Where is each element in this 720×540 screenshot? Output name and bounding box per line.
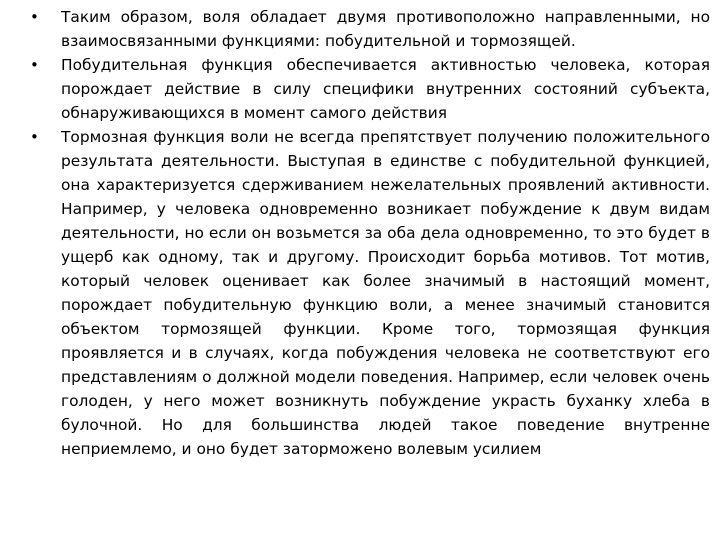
bullet-item-1 [30, 5, 710, 53]
bullet-text: Побудительная функция обеспечивается активностью человека, которая порождает действие в силу специфики внутренних состояний субъекта, обнаруживающихся в момент самого действия [61, 56, 710, 122]
bullet-text: Тормозная функция воли не всегда препятствует получению положительного результата деятельности. Выступая в единстве с побудительной функцией, она характеризуется сдерживанием нежелательных проявлений активности. Например, у человека одновременно возникает побуждение к двум видам деятельности, но если он возьмется за оба дела одновременно, то это будет в ущерб как одному, так и другому. Происходит борьба мотивов. Тот мотив, который человек оценивает как более значимый в настоящий момент, порождает побудительную функцию воли, а менее значимый становится объектом тормозящей функции. Кроме того, тормозящая функция проявляется и в случаях, когда побуждения человека не соответствуют его представлениям о должной модели поведения. Например, если человек очень голоден, у него может возникнуть побуждение украсть буханку хлеба в булочной. Но для большинства людей такое поведение внутренне неприемлемо, и оно будет заторможено волевым усилием [61, 128, 710, 458]
bullet-item-2 [30, 53, 710, 125]
bullet-list [30, 5, 710, 461]
bullet-icon: • [30, 56, 39, 74]
bullet-icon: • [30, 128, 39, 146]
bullet-icon: • [30, 8, 39, 26]
bullet-item-3 [30, 125, 710, 461]
bullet-text: Таким образом, воля обладает двумя противоположно направленными, но взаимосвязанными функциями: побудительной и тормозящей. [61, 8, 710, 50]
